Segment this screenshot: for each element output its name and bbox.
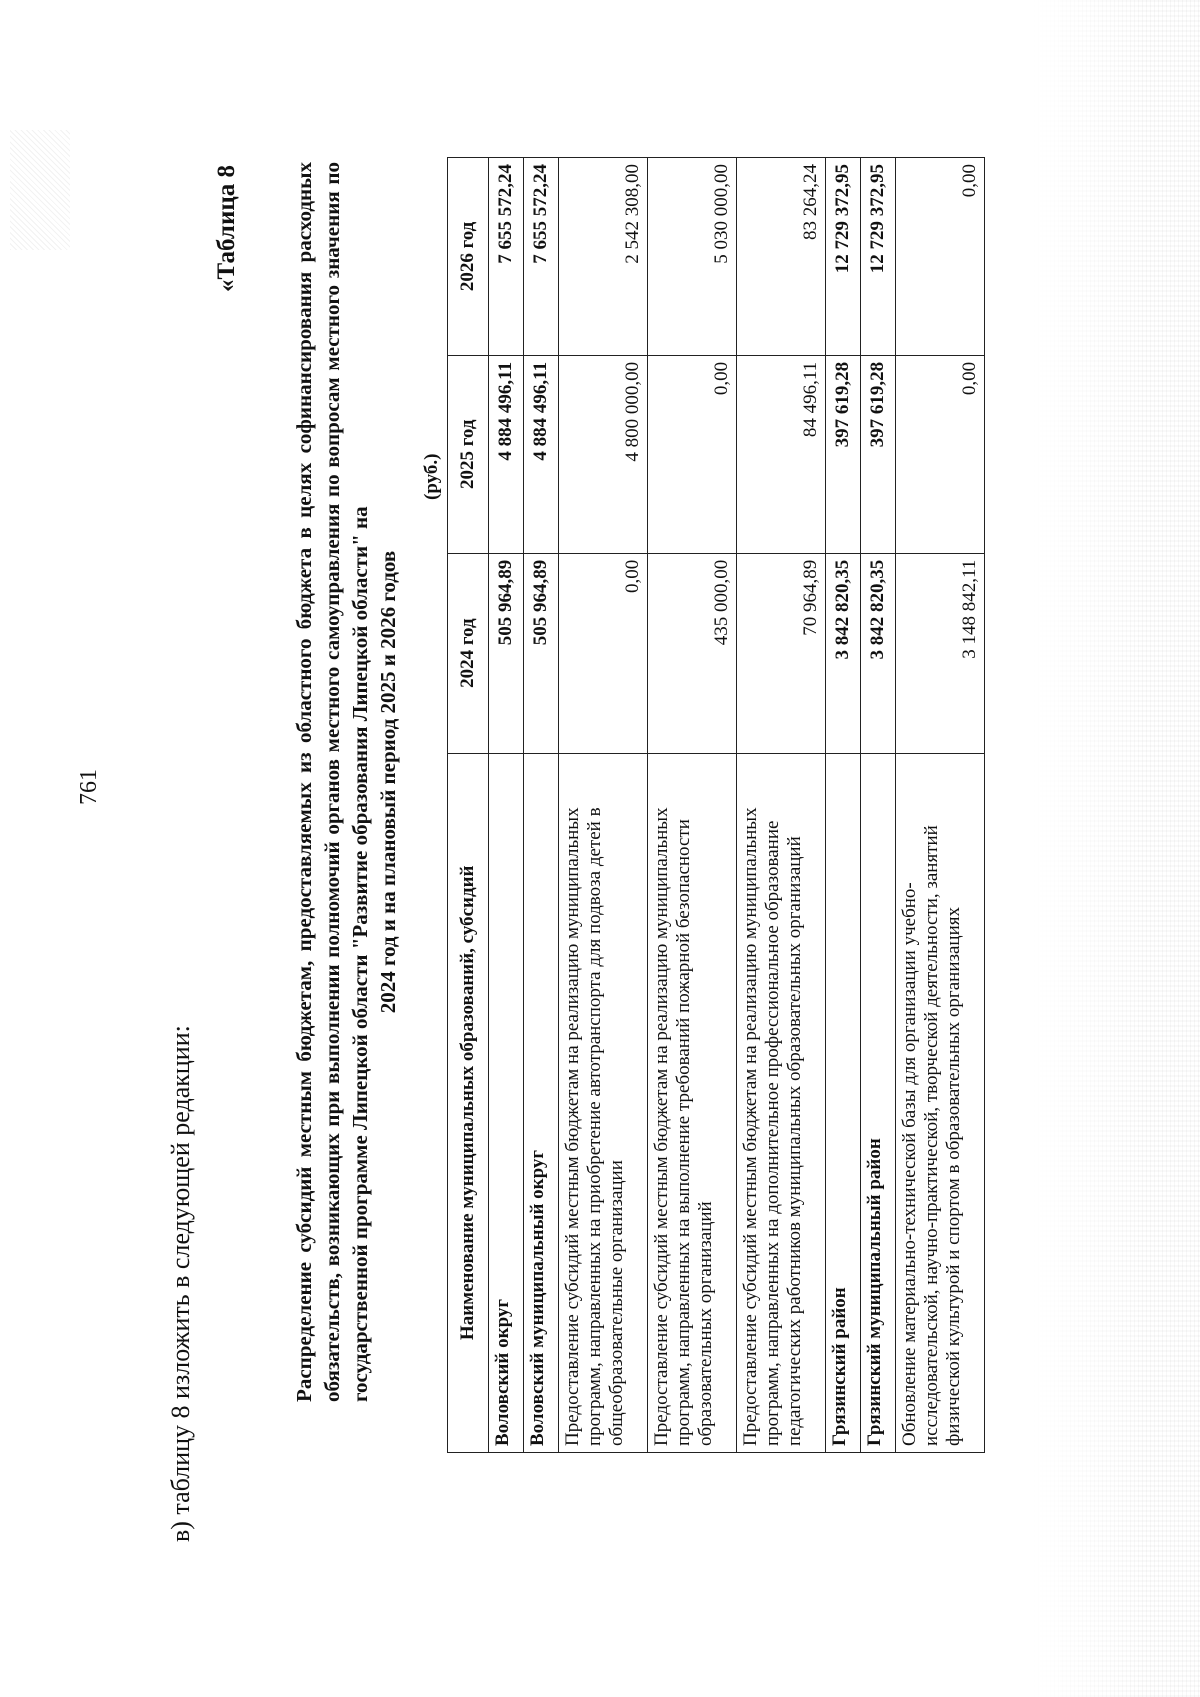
value-2026: 83 264,24 [737,158,826,356]
table-row [737,158,826,1453]
table-row [826,158,861,1453]
value-2026: 5 030 000,00 [648,158,737,356]
value-2026: 12 729 372,95 [861,158,896,356]
row-name: Воловский муниципальный округ [524,753,559,1452]
value-2025: 4 800 000,00 [559,355,648,553]
value-2026: 7 655 572,24 [524,158,559,356]
value-2026: 7 655 572,24 [489,158,524,356]
value-2024: 3 842 820,35 [826,553,861,753]
value-2024: 505 964,89 [524,553,559,753]
value-2026: 0,00 [896,158,985,356]
header-2025: 2025 год [448,355,489,553]
value-2025: 0,00 [648,355,737,553]
value-2024: 435 000,00 [648,553,737,753]
value-2026: 2 542 308,00 [559,158,648,356]
value-2024: 70 964,89 [737,553,826,753]
header-2024: 2024 год [448,553,489,753]
value-2025: 397 619,28 [826,355,861,553]
row-name: Предоставление субсидий местным бюджетам на реализацию муниципальных программ, направленных на приобретение автотранспорта для подвоза детей в общеобразовательные организации [559,753,648,1452]
unit-label: (руб.) [421,453,442,500]
page-number: 761 [76,769,102,805]
table-row [648,158,737,1453]
row-name: Грязинский муниципальный район [861,753,896,1452]
row-name: Грязинский район [826,753,861,1452]
value-2025: 84 496,11 [737,355,826,553]
intro-text: в) таблицу 8 изложить в следующей редакции: [166,1025,195,1542]
value-2024: 505 964,89 [489,553,524,753]
table-row [524,158,559,1453]
value-2025: 397 619,28 [861,355,896,553]
table-label: «Таблица 8 [213,164,240,292]
header-name: Наименование муниципальных образований, субсидий [448,753,489,1452]
row-name: Предоставление субсидий местным бюджетам на реализацию муниципальных программ, направленных на выполнение требований пожарной безопасности образовательных организаций [648,753,737,1452]
value-2024: 0,00 [559,553,648,753]
value-2025: 0,00 [896,355,985,553]
row-name: Воловский округ [489,753,524,1452]
document-title [290,162,402,1402]
value-2025: 4 884 496,11 [489,355,524,553]
table-header-row [448,158,489,1453]
value-2025: 4 884 496,11 [524,355,559,553]
title-last-line: 2024 год и на плановый период 2025 и 2026 годов [376,550,400,1014]
table-row [861,158,896,1453]
table-row [489,158,524,1453]
value-2026: 12 729 372,95 [826,158,861,356]
header-2026: 2026 год [448,158,489,356]
subsidy-table [447,157,985,1453]
table-row [896,158,985,1453]
title-main: Распределение субсидий местным бюджетам, предоставляемых из областного бюджета в целях софинансирования расходных обязательств, возникающих при выполнении полномочий органов местного самоуправления по вопросам местного значения по государственной программе Липецкой области "Развитие образования Липецкой области" на [292,162,372,1402]
value-2024: 3 148 842,11 [896,553,985,753]
table-row [559,158,648,1453]
value-2024: 3 842 820,35 [861,553,896,753]
row-name: Предоставление субсидий местным бюджетам на реализацию муниципальных программ, направленных на дополнительное профессиональное образование педагогических работников муниципальных образовательных организаций [737,753,826,1452]
row-name: Обновление материально-технической базы для организации учебно-исследовательской, научно-практической, творческой деятельности, занятий физической культурой и спортом в образовательных организациях [896,753,985,1452]
